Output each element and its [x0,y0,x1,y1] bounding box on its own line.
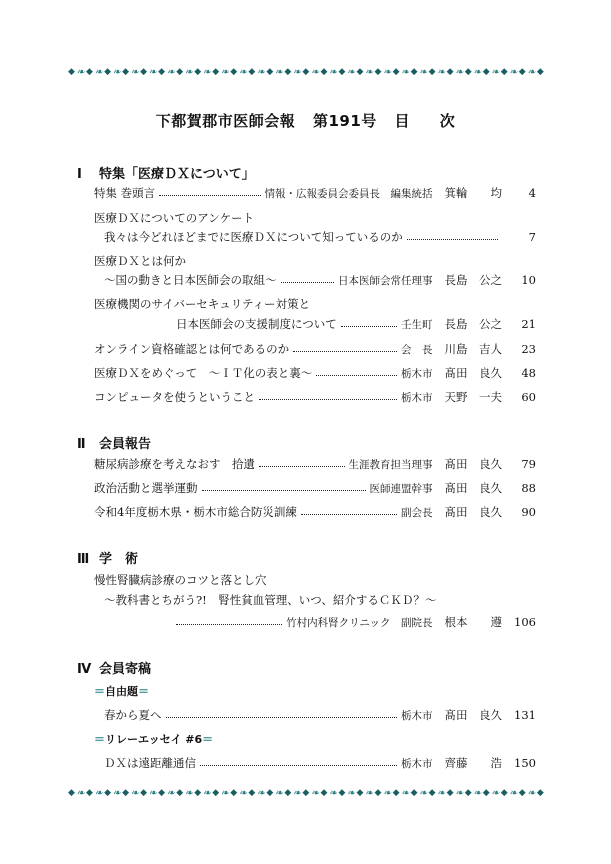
entry-title: オンライン資格確認とは何であるのか [94,342,290,356]
entry-page: 7 [528,230,536,244]
swirl-ornament-icon: ❧ [418,787,428,799]
dot-leader [341,326,397,327]
swirl-ornament-icon: ❧ [238,787,247,799]
diamond-ornament-icon: ◆ [104,67,111,77]
diamond-ornament-icon: ◆ [302,788,310,798]
entry-author-name: 髙田 良久 [444,708,502,722]
diamond-ornament-icon: ◆ [266,67,274,77]
entry-author-role: 栃木市 [401,758,433,770]
entry-title: コンピュータを使うということ [94,390,255,404]
swirl-ornament-icon: ❧ [112,787,121,799]
swirl-ornament-icon: ❧ [184,66,193,78]
swirl-ornament-icon: ❧ [310,66,320,78]
swirl-ornament-icon: ❧ [166,787,175,799]
swirl-ornament-icon: ❧ [491,66,500,78]
toc-entry-4-heading: 医療機関のサイバーセキュリティー対策と [94,297,311,311]
toc-entry-1[interactable] [94,185,536,201]
swirl-ornament-icon: ❧ [491,787,500,799]
swirl-ornament-icon: ❧ [418,66,428,78]
diamond-ornament-icon: ◆ [194,67,202,77]
toc-entry-2-heading: 医療ＤＸについてのアンケート [94,211,255,225]
swirl-ornament-icon: ❧ [256,787,265,799]
toc-entry-11[interactable] [176,614,536,630]
diamond-ornament-icon: ◆ [86,788,93,798]
diamond-ornament-icon: ◆ [86,67,93,77]
diamond-ornament-icon: ◆ [410,788,418,798]
swirl-ornament-icon: ❧ [292,66,302,78]
dot-leader [259,399,397,400]
diamond-ornament-icon: ◆ [446,67,454,77]
diamond-ornament-icon: ◆ [356,67,364,77]
issue-number: 第191号 [312,112,377,130]
entry-page: 131 [514,708,536,722]
diamond-ornament-icon: ◆ [536,67,544,77]
subheading-bracket: ＝ [94,733,105,746]
swirl-ornament-icon: ❧ [454,66,464,78]
swirl-ornament-icon: ❧ [400,787,410,799]
entry-author-name: 川島 吉人 [444,342,502,356]
diamond-ornament-icon: ◆ [68,788,75,798]
toc-entry-11-subtitle: ～教科書とちがう?! 腎性貧血管理、いつ、紹介するＣＫＤ？～ [104,593,437,607]
swirl-ornament-icon: ❧ [472,787,482,799]
diamond-ornament-icon: ◆ [266,788,274,798]
entry-title: 日本医師会の支援制度について [176,317,337,331]
entry-page: 23 [521,342,536,356]
toc-entry-10[interactable] [94,504,536,520]
diamond-ornament-icon: ◆ [374,788,382,798]
diamond-ornament-icon: ◆ [464,67,472,77]
entry-page: 150 [514,756,536,770]
swirl-ornament-icon: ❧ [328,66,338,78]
entry-author-role: 日本医師会常任理事 [338,275,433,287]
diamond-ornament-icon: ◆ [176,67,184,77]
swirl-ornament-icon: ❧ [400,66,410,78]
toc-entry-5[interactable] [94,341,536,357]
diamond-ornament-icon: ◆ [68,67,75,77]
entry-author-name: 箕輪 均 [444,186,502,200]
swirl-ornament-icon: ❧ [112,66,121,78]
swirl-ornament-icon: ❧ [274,787,284,799]
swirl-ornament-icon: ❧ [436,66,446,78]
swirl-ornament-icon: ❧ [509,66,518,78]
entry-author-role: 情報・広報委員会委員長 編集統括 [264,188,433,200]
subheading-bracket: ＝ [202,733,214,746]
toc-entry-4[interactable] [176,316,536,332]
diamond-ornament-icon: ◆ [176,788,184,798]
subheading-label: リレーエッセイ #6 [105,733,203,746]
dot-leader [301,514,397,515]
diamond-ornament-icon: ◆ [536,788,544,798]
entry-author-role: 栃木市 [401,368,433,380]
toc-entry-8[interactable] [94,456,536,472]
swirl-ornament-icon: ❧ [202,66,211,78]
entry-author-name: 髙田 良久 [444,481,502,495]
swirl-ornament-icon: ❧ [130,66,139,78]
diamond-ornament-icon: ◆ [104,788,111,798]
swirl-ornament-icon: ❧ [238,66,247,78]
toc-entry-2[interactable] [104,229,536,245]
diamond-ornament-icon: ◆ [374,67,382,77]
section-heading-2 [77,433,151,452]
section-number: Ⅲ [77,552,90,567]
swirl-ornament-icon: ❧ [382,66,392,78]
toc-entry-7[interactable] [94,389,536,405]
toc-entry-11-heading: 慢性腎臓病診療のコツと落とし穴 [94,573,267,587]
swirl-ornament-icon: ❧ [220,787,229,799]
entry-author-name: 長島 公之 [444,317,502,331]
swirl-ornament-icon: ❧ [166,66,175,78]
toc-entry-3[interactable] [104,272,536,288]
entry-page: 88 [521,481,536,495]
toc-entry-13[interactable] [104,755,536,771]
entry-title: ＤＸは遠距離通信 [104,756,196,770]
swirl-ornament-icon: ❧ [184,787,193,799]
dot-leader [293,351,397,352]
swirl-ornament-icon: ❧ [346,66,356,78]
diamond-ornament-icon: ◆ [230,788,238,798]
entry-author-role: 副会長 [401,507,433,519]
swirl-ornament-icon: ❧ [436,787,446,799]
diamond-ornament-icon: ◆ [392,67,400,77]
diamond-ornament-icon: ◆ [500,67,508,77]
diamond-ornament-icon: ◆ [140,788,148,798]
swirl-ornament-icon: ❧ [220,66,229,78]
subheading-bracket: ＝ [138,685,149,698]
entry-page: 4 [528,186,536,200]
swirl-ornament-icon: ❧ [509,787,518,799]
swirl-ornament-icon: ❧ [527,66,536,78]
section-label: 会員報告 [99,437,152,452]
diamond-ornament-icon: ◆ [320,788,328,798]
diamond-ornament-icon: ◆ [158,67,166,77]
entry-title: ～国の動きと日本医師会の取組～ [104,273,277,287]
diamond-ornament-icon: ◆ [356,788,364,798]
section-number: Ⅰ [77,167,82,182]
entry-author-role: 会 長 [401,344,433,356]
subheading-label: 自由題 [105,685,138,698]
diamond-ornament-icon: ◆ [518,788,526,798]
swirl-ornament-icon: ❧ [454,787,464,799]
entry-page: 79 [521,457,536,471]
bottom-ornament-border [68,786,544,800]
subheading-bracket: ＝ [94,685,105,698]
entry-author-name: 根本 遵 [444,615,502,629]
entry-author-name: 齊藤 浩 [444,756,502,770]
swirl-ornament-icon: ❧ [130,787,139,799]
swirl-ornament-icon: ❧ [346,787,356,799]
entry-page: 106 [514,615,536,629]
dot-leader [166,717,398,718]
swirl-ornament-icon: ❧ [292,787,302,799]
journal-name: 下都賀郡市医師会報 [155,112,296,130]
diamond-ornament-icon: ◆ [338,788,346,798]
entry-author-role: 栃木市 [401,710,433,722]
entry-page: 90 [521,505,536,519]
entry-author-name: 髙田 良久 [444,505,502,519]
swirl-ornament-icon: ❧ [364,787,374,799]
diamond-ornament-icon: ◆ [284,67,292,77]
section-heading-4 [77,658,151,677]
subheading-free-topic [94,683,149,699]
dot-leader [176,624,282,625]
toc-entry-12[interactable] [104,707,536,723]
swirl-ornament-icon: ❧ [76,66,85,78]
swirl-ornament-icon: ❧ [364,66,374,78]
entry-author-role: 医師連盟幹事 [369,483,433,495]
entry-author-name: 髙田 良久 [444,366,502,380]
diamond-ornament-icon: ◆ [248,788,256,798]
diamond-ornament-icon: ◆ [194,788,202,798]
entry-page: 10 [521,273,536,287]
swirl-ornament-icon: ❧ [310,787,320,799]
diamond-ornament-icon: ◆ [284,788,292,798]
entry-page: 21 [521,317,536,331]
dot-leader [159,195,260,196]
swirl-ornament-icon: ❧ [382,787,392,799]
entry-author-role: 竹村内科腎クリニック 副院長 [286,617,433,629]
diamond-ornament-icon: ◆ [212,788,220,798]
diamond-ornament-icon: ◆ [338,67,346,77]
swirl-ornament-icon: ❧ [76,787,85,799]
section-label: 会員寄稿 [99,662,152,677]
entry-author-name: 髙田 良久 [444,457,502,471]
section-heading-1 [77,163,255,182]
diamond-ornament-icon: ◆ [410,67,418,77]
entry-title: 糖尿病診療を考えなおす 拾遺 [94,457,255,471]
diamond-ornament-icon: ◆ [428,67,436,77]
swirl-ornament-icon: ❧ [148,787,157,799]
dot-leader [407,239,498,240]
diamond-ornament-icon: ◆ [428,788,436,798]
entry-page: 48 [521,366,536,380]
diamond-ornament-icon: ◆ [230,67,238,77]
diamond-ornament-icon: ◆ [500,788,508,798]
diamond-ornament-icon: ◆ [464,788,472,798]
dot-leader [259,466,345,467]
entry-author-role: 生涯教育担当理事 [348,459,433,471]
toc-label-1: 目 [394,112,411,130]
swirl-ornament-icon: ❧ [328,787,338,799]
swirl-ornament-icon: ❧ [202,787,211,799]
top-ornament-border [68,65,544,79]
diamond-ornament-icon: ◆ [446,788,454,798]
swirl-ornament-icon: ❧ [94,787,103,799]
section-label: 学 術 [99,552,139,567]
subheading-relay-essay [94,731,213,747]
diamond-ornament-icon: ◆ [212,67,220,77]
diamond-ornament-icon: ◆ [392,788,400,798]
page-title [0,110,611,131]
diamond-ornament-icon: ◆ [320,67,328,77]
entry-title: 我々は今どれほどまでに医療ＤＸについて知っているのか [104,230,403,244]
diamond-ornament-icon: ◆ [518,67,526,77]
entry-author-role: 栃木市 [401,392,433,404]
dot-leader [202,490,366,491]
diamond-ornament-icon: ◆ [248,67,256,77]
entry-title: 令和4年度栃木県・栃木市総合防災訓練 [94,505,297,519]
toc-label-2: 次 [439,112,456,130]
dot-leader [316,375,397,376]
entry-title: 政治活動と選挙運動 [94,481,198,495]
section-number: Ⅳ [77,662,92,677]
toc-entry-6[interactable] [94,365,536,381]
entry-title: 春から夏へ [104,708,162,722]
diamond-ornament-icon: ◆ [158,788,166,798]
entry-title: 医療ＤＸをめぐって ～ＩＴ化の表と裏～ [94,366,313,380]
section-number: Ⅱ [77,437,86,452]
toc-entry-9[interactable] [94,480,536,496]
dot-leader [281,282,335,283]
entry-page: 60 [521,390,536,404]
diamond-ornament-icon: ◆ [140,67,148,77]
entry-title: 特集 巻頭言 [94,186,156,200]
swirl-ornament-icon: ❧ [94,66,103,78]
swirl-ornament-icon: ❧ [472,66,482,78]
swirl-ornament-icon: ❧ [527,787,536,799]
toc-entry-3-heading: 医療ＤＸとは何か [94,254,186,268]
diamond-ornament-icon: ◆ [302,67,310,77]
diamond-ornament-icon: ◆ [122,788,130,798]
dot-leader [200,765,397,766]
entry-author-name: 長島 公之 [444,273,502,287]
swirl-ornament-icon: ❧ [274,66,284,78]
section-heading-3 [77,548,138,567]
entry-author-name: 天野 一夫 [444,390,502,404]
diamond-ornament-icon: ◆ [122,67,130,77]
section-label: 特集「医療ＤＸについて」 [99,167,255,182]
entry-author-role: 壬生町 [401,319,433,331]
swirl-ornament-icon: ❧ [148,66,157,78]
diamond-ornament-icon: ◆ [482,788,490,798]
diamond-ornament-icon: ◆ [482,67,490,77]
swirl-ornament-icon: ❧ [256,66,265,78]
